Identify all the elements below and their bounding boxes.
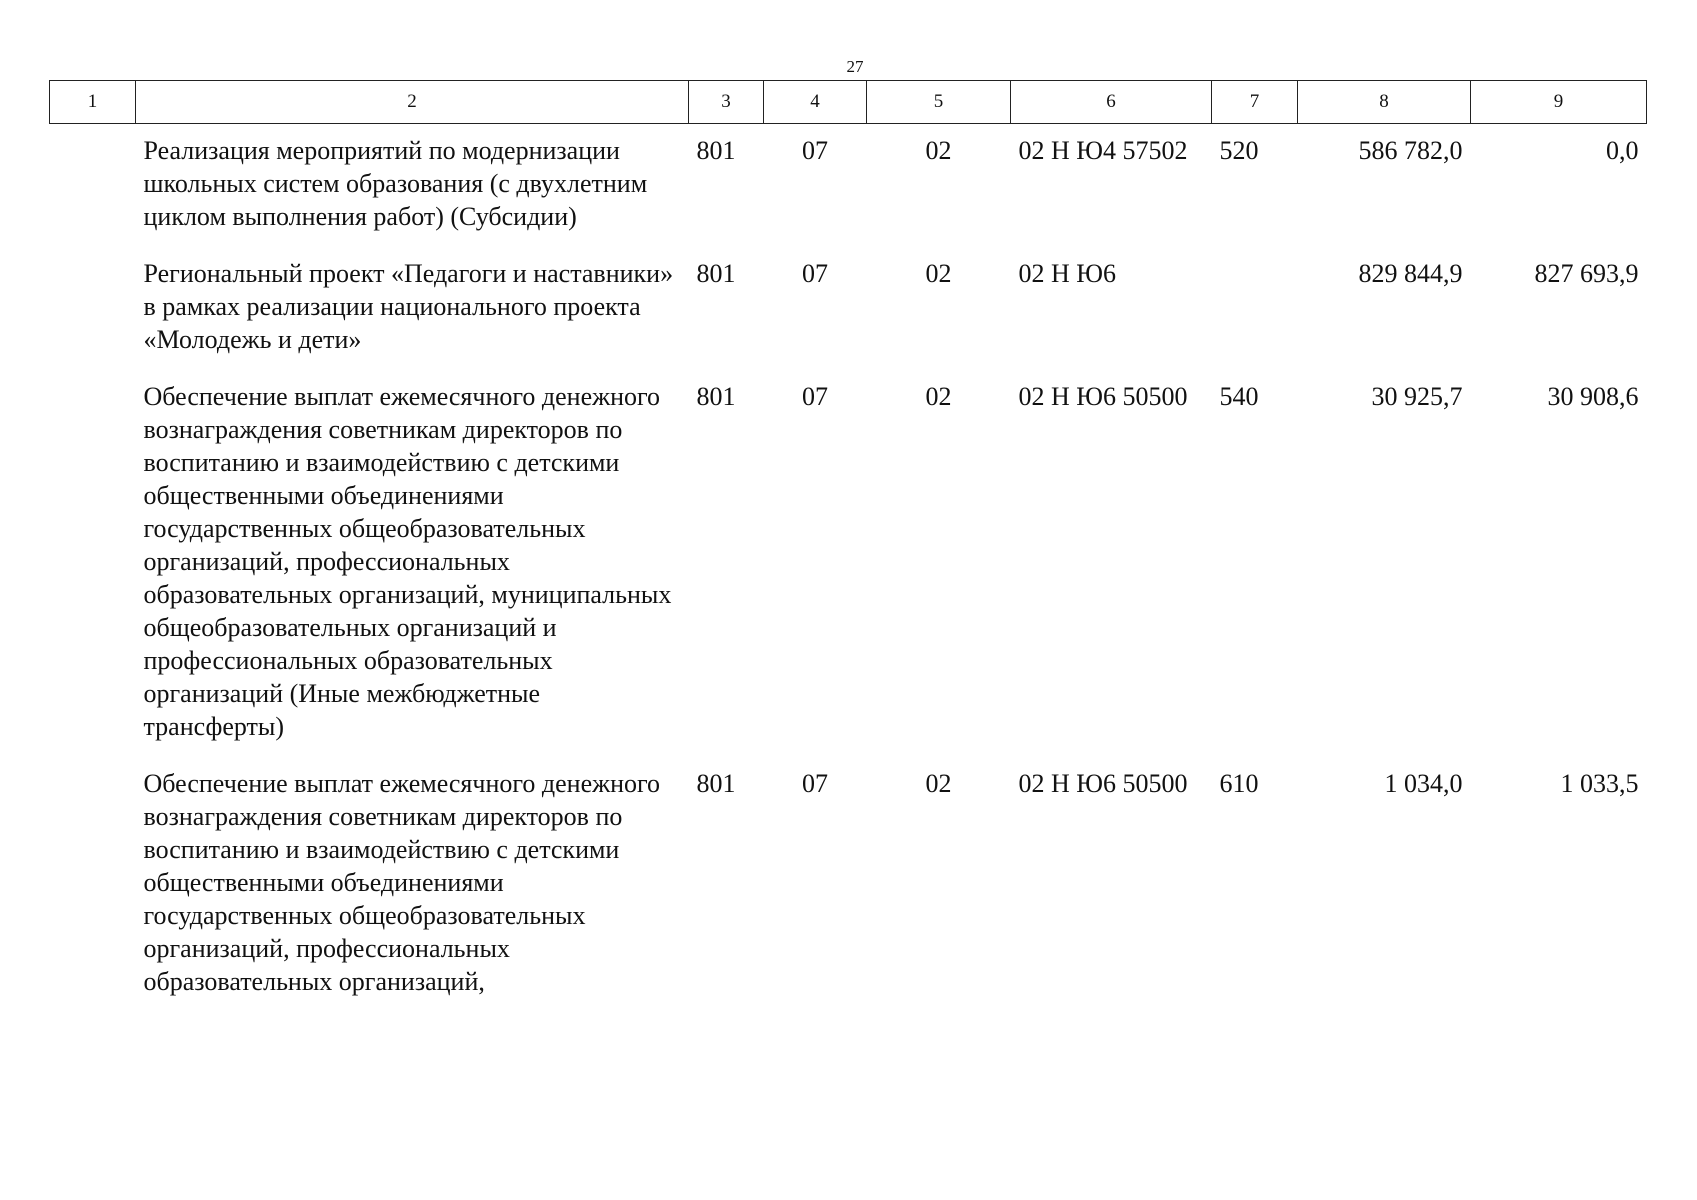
header-col-3: 3 (689, 81, 764, 124)
row-col-6-cell: 02 Н Ю6 50500 (1018, 382, 1188, 411)
row-index-cell (50, 124, 136, 248)
table-row (50, 757, 1647, 1012)
row-col-3-cell: 801 (696, 259, 736, 288)
table-row (50, 124, 1647, 248)
row-col-4-cell: 07 (802, 259, 828, 288)
row-name-cell: Реализация мероприятий по модернизации школьных систем образования (с двухлетним циклом выполнения работ) (Субсидии) (143, 136, 648, 231)
row-col-9-cell: 827 693,9 (1534, 259, 1639, 288)
row-col-9-cell: 1 033,5 (1560, 769, 1639, 798)
header-col-2: 2 (136, 81, 689, 124)
row-col-7-cell: 610 (1219, 769, 1259, 798)
row-index-cell (50, 757, 136, 1012)
header-col-7: 7 (1212, 81, 1298, 124)
row-col-7-cell: 540 (1219, 382, 1259, 411)
header-col-9: 9 (1471, 81, 1647, 124)
table-row (50, 370, 1647, 757)
table-row (50, 247, 1647, 370)
row-col-3-cell: 801 (696, 769, 736, 798)
row-name-cell: Обеспечение выплат ежемесячного денежного вознаграждения советникам директоров по воспитанию и взаимодействию с детскими общественными объединениями государственных общеобразовательных организаций, профессиональных образовательных организаций, (143, 769, 661, 996)
header-col-5: 5 (867, 81, 1011, 124)
budget-table (49, 80, 1647, 1012)
row-col-4-cell: 07 (802, 136, 828, 165)
row-col-7-cell (1212, 247, 1298, 370)
row-col-5-cell: 02 (925, 259, 952, 288)
row-col-8-cell: 829 844,9 (1358, 259, 1463, 288)
row-col-3-cell: 801 (696, 382, 736, 411)
row-index-cell (50, 370, 136, 757)
row-col-3-cell: 801 (696, 136, 736, 165)
row-col-4-cell: 07 (802, 769, 828, 798)
row-name-cell: Обеспечение выплат ежемесячного денежного вознаграждения советникам директоров по воспитанию и взаимодействию с детскими общественными объединениями государственных общеобразовательных организаций, профессиональных образовательных организаций, муниципальных общеобразовательных организаций и профессиональных образовательных организаций (Иные межбюджетные трансферты) (143, 382, 672, 741)
page-number: 27 (846, 57, 864, 76)
row-col-9-cell: 30 908,6 (1547, 382, 1639, 411)
header-col-1: 1 (50, 81, 136, 124)
header-col-8: 8 (1298, 81, 1471, 124)
header-col-6: 6 (1011, 81, 1212, 124)
row-col-9-cell: 0,0 (1606, 136, 1639, 165)
row-index-cell (50, 247, 136, 370)
row-col-6-cell: 02 Н Ю4 57502 (1018, 136, 1188, 165)
row-col-8-cell: 30 925,7 (1371, 382, 1463, 411)
row-col-6-cell: 02 Н Ю6 50500 (1018, 769, 1188, 798)
row-name-cell: Региональный проект «Педагоги и наставники» в рамках реализации национального проекта «Молодежь и дети» (143, 259, 674, 354)
row-col-5-cell: 02 (925, 382, 952, 411)
row-col-4-cell: 07 (802, 382, 828, 411)
header-row (50, 81, 1647, 124)
row-col-8-cell: 1 034,0 (1384, 769, 1463, 798)
row-col-7-cell: 520 (1219, 136, 1259, 165)
header-col-4: 4 (764, 81, 867, 124)
row-col-8-cell: 586 782,0 (1358, 136, 1463, 165)
row-col-6-cell: 02 Н Ю6 (1018, 259, 1116, 288)
row-col-5-cell: 02 (925, 136, 952, 165)
row-col-5-cell: 02 (925, 769, 952, 798)
